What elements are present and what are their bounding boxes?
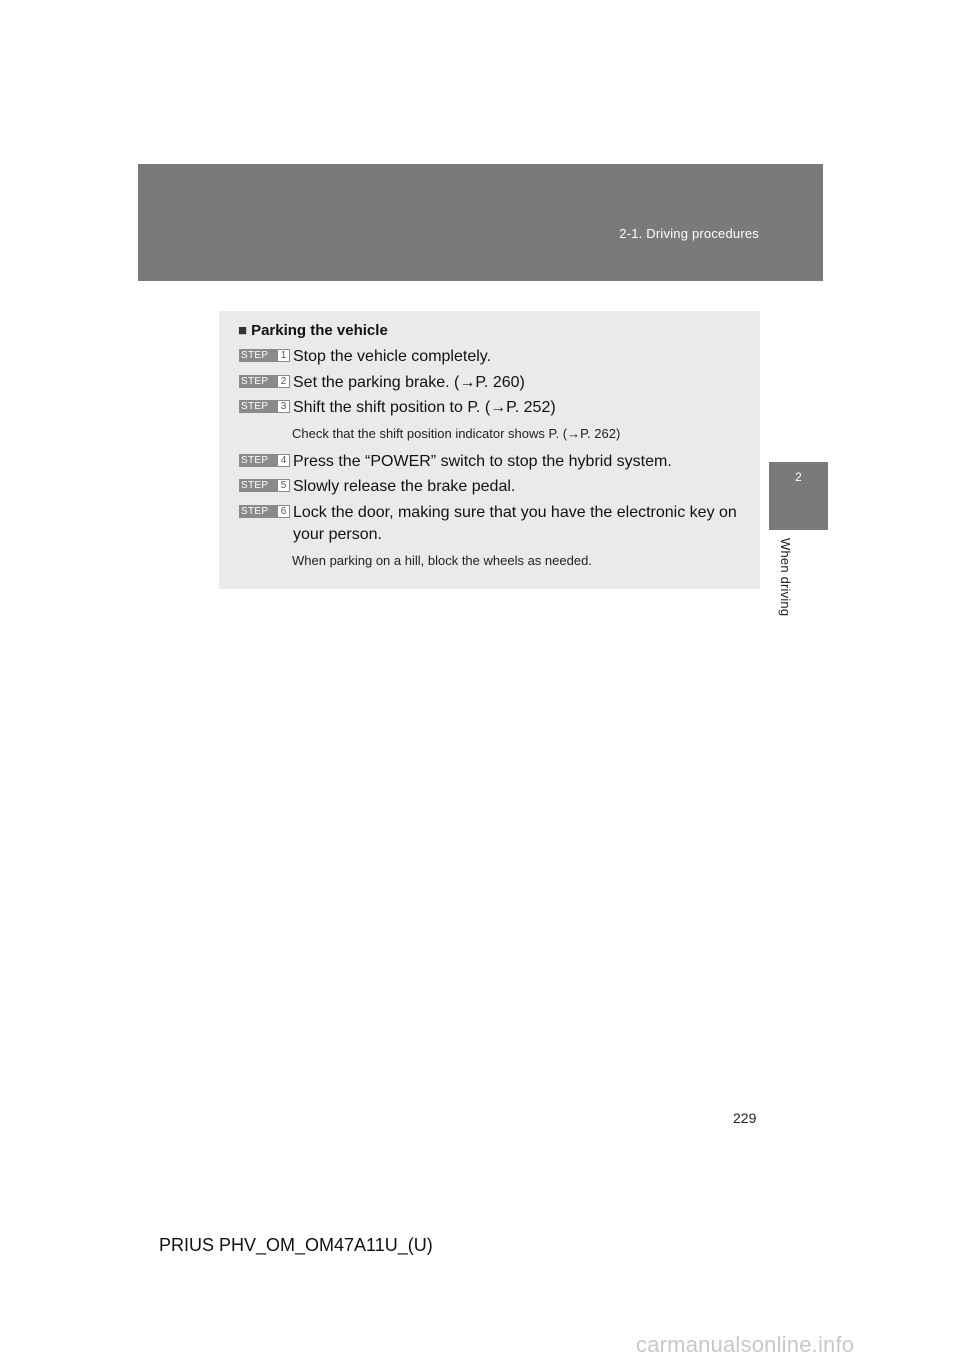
step-number: 5 [278, 480, 289, 491]
step-label: STEP [241, 401, 269, 412]
step-label: STEP [241, 480, 269, 491]
section-title: 2-1. Driving procedures [619, 226, 759, 241]
step-number: 6 [278, 506, 289, 517]
step-number: 2 [278, 376, 289, 387]
step-text: Shift the shift position to P. (→P. 252) [293, 399, 556, 416]
square-bullet-icon: ■ [238, 322, 248, 339]
step-number: 3 [278, 401, 289, 412]
panel-title [238, 322, 388, 339]
step-text: Lock the door, making sure that you have the electronic key on your person. [293, 504, 737, 543]
step-badge [239, 479, 290, 492]
step-label: STEP [241, 376, 269, 387]
step-badge [239, 349, 290, 362]
step-label: STEP [241, 455, 269, 466]
header-band [138, 164, 823, 281]
step-note: Check that the shift position indicator shows P. (→P. 262) [292, 426, 621, 441]
document-code: PRIUS PHV_OM_OM47A11U_(U) [159, 1235, 433, 1255]
chapter-number: 2 [795, 470, 802, 484]
step-badge [239, 400, 290, 413]
step-label: STEP [241, 506, 269, 517]
page-number: 229 [733, 1110, 757, 1126]
watermark: carmanualsonline.info [636, 1332, 855, 1357]
chapter-label: When driving [778, 538, 793, 617]
step-number: 4 [278, 455, 289, 466]
step-number: 1 [278, 350, 289, 361]
step-badge [239, 505, 290, 518]
chapter-tab [769, 462, 828, 530]
step-text: Slowly release the brake pedal. [293, 478, 516, 495]
step-text: Stop the vehicle completely. [293, 348, 492, 365]
panel-title-text: Parking the vehicle [251, 322, 388, 339]
step-badge [239, 454, 290, 467]
step-badge [239, 375, 290, 388]
step-text: Set the parking brake. (→P. 260) [293, 374, 525, 391]
step-text: Press the “POWER” switch to stop the hybrid system. [293, 453, 672, 470]
step-label: STEP [241, 350, 269, 361]
parking-procedure-panel [219, 311, 760, 589]
step-note: When parking on a hill, block the wheels as needed. [292, 553, 592, 568]
